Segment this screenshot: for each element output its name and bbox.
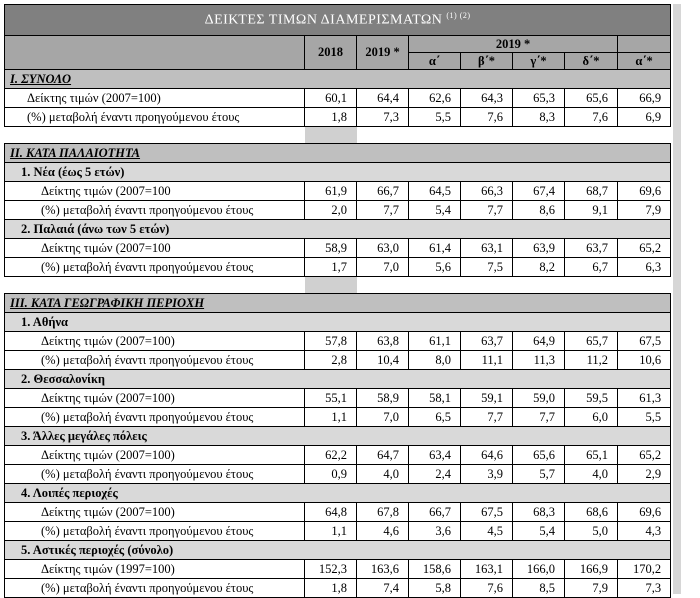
value-cell: 62,6 (409, 89, 461, 108)
value-cell: 170,2 (618, 560, 671, 579)
value-cell: 68,3 (513, 503, 565, 522)
value-cell: 64,7 (357, 446, 409, 465)
value-cell: 10,4 (357, 351, 409, 370)
group-header (5, 163, 671, 182)
value-cell: 8,3 (513, 108, 565, 127)
value-cell: 64,6 (461, 446, 513, 465)
value-cell: 61,3 (618, 389, 671, 408)
table-row (5, 522, 671, 541)
value-cell: 59,5 (565, 389, 618, 408)
table-row (5, 465, 671, 484)
value-cell: 63,7 (461, 332, 513, 351)
group-header (5, 484, 671, 503)
value-cell: 6,3 (618, 258, 671, 277)
group-header (5, 313, 671, 332)
value-cell: 6,0 (565, 408, 618, 427)
value-cell: 57,8 (305, 332, 357, 351)
value-cell: 65,1 (565, 446, 618, 465)
header-quarter: α΄ (409, 53, 461, 70)
value-cell: 64,4 (357, 89, 409, 108)
row-label: (%) μεταβολή έναντι προηγούμενου έτους (5, 258, 305, 277)
value-cell: 59,0 (513, 389, 565, 408)
value-cell: 2,9 (618, 465, 671, 484)
value-cell: 64,5 (409, 182, 461, 201)
value-cell: 7,7 (357, 201, 409, 220)
value-cell: 65,2 (618, 239, 671, 258)
window-edge-bar (673, 4, 681, 594)
row-label: Δείκτης τιμών (2007=100) (5, 389, 305, 408)
group-header (5, 370, 671, 389)
section-header (5, 144, 671, 163)
value-cell: 9,1 (565, 201, 618, 220)
value-cell: 63,0 (357, 239, 409, 258)
table-row (5, 560, 671, 579)
spacer-row (5, 277, 671, 294)
spacer-cell (357, 277, 671, 294)
value-cell: 3,9 (461, 465, 513, 484)
row-label: (%) μεταβολή έναντι προηγούμενου έτους (5, 522, 305, 541)
table-row (5, 239, 671, 258)
table-row (5, 258, 671, 277)
value-cell: 3,6 (409, 522, 461, 541)
value-cell: 5,6 (409, 258, 461, 277)
value-cell: 5,8 (409, 579, 461, 598)
value-cell: 7,6 (461, 579, 513, 598)
value-cell: 7,5 (461, 258, 513, 277)
value-cell: 58,9 (357, 389, 409, 408)
section-header (5, 70, 671, 89)
spacer-cell (5, 277, 305, 294)
value-cell: 58,9 (305, 239, 357, 258)
value-cell: 66,7 (409, 503, 461, 522)
value-cell: 4,3 (618, 522, 671, 541)
value-cell: 166,0 (513, 560, 565, 579)
section-title-text: ΙΙΙ. ΚΑΤΑ ΓΕΩΓΡΑΦΙΚΗ ΠΕΡΙΟΧΗ (10, 295, 205, 310)
value-cell: 7,9 (618, 201, 671, 220)
value-cell: 7,7 (461, 408, 513, 427)
table-row (5, 503, 671, 522)
value-cell: 61,1 (409, 332, 461, 351)
value-cell: 6,5 (409, 408, 461, 427)
value-cell: 7,7 (513, 408, 565, 427)
value-cell: 63,9 (513, 239, 565, 258)
value-cell: 1,7 (305, 258, 357, 277)
value-cell: 2,4 (409, 465, 461, 484)
section-title (5, 294, 671, 313)
row-label: (%) μεταβολή έναντι προηγούμενου έτους (5, 108, 305, 127)
value-cell: 5,5 (409, 108, 461, 127)
table-title-text: ΔΕΙΚΤΕΣ ΤΙΜΩΝ ΔΙΑΜΕΡΙΣΜΑΤΩΝ (204, 12, 443, 28)
table-row (5, 579, 671, 598)
group-header (5, 541, 671, 560)
value-cell: 62,2 (305, 446, 357, 465)
value-cell: 7,7 (461, 201, 513, 220)
table-row (5, 108, 671, 127)
value-cell: 63,1 (461, 239, 513, 258)
header-quarter: α΄* (618, 53, 671, 70)
group-title: 2. Παλαιά (άνω των 5 ετών) (5, 220, 671, 239)
title-footnotes: (1) (2) (446, 11, 471, 21)
value-cell: 10,6 (618, 351, 671, 370)
header-blank-cell (5, 36, 305, 70)
value-cell: 6,7 (565, 258, 618, 277)
value-cell: 65,3 (513, 89, 565, 108)
group-title: 2. Θεσσαλονίκη (5, 370, 671, 389)
table-row (5, 201, 671, 220)
group-header (5, 220, 671, 239)
value-cell: 163,6 (357, 560, 409, 579)
section-header (5, 294, 671, 313)
row-label: (%) μεταβολή έναντι προηγούμενου έτους (5, 408, 305, 427)
value-cell: 68,7 (565, 182, 618, 201)
value-cell: 4,5 (461, 522, 513, 541)
value-cell: 1,1 (305, 408, 357, 427)
value-cell: 66,7 (357, 182, 409, 201)
value-cell: 6,9 (618, 108, 671, 127)
table-row (5, 408, 671, 427)
value-cell: 59,1 (461, 389, 513, 408)
group-title: 1. Αθήνα (5, 313, 671, 332)
value-cell: 65,6 (565, 89, 618, 108)
value-cell: 158,6 (409, 560, 461, 579)
header-2018: 2018 (305, 36, 357, 70)
spacer-cell (357, 127, 671, 144)
group-title: 5. Αστικές περιοχές (σύνολο) (5, 541, 671, 560)
value-cell: 7,0 (357, 258, 409, 277)
value-cell: 4,0 (357, 465, 409, 484)
value-cell: 163,1 (461, 560, 513, 579)
value-cell: 5,0 (565, 522, 618, 541)
group-header (5, 427, 671, 446)
table-row (5, 446, 671, 465)
spacer-mark (305, 127, 357, 144)
row-label: Δείκτης τιμών (1997=100) (5, 560, 305, 579)
table-row (5, 351, 671, 370)
value-cell: 63,7 (565, 239, 618, 258)
value-cell: 2,0 (305, 201, 357, 220)
value-cell: 4,6 (357, 522, 409, 541)
value-cell: 8,6 (513, 201, 565, 220)
group-title: 4. Λοιπές περιοχές (5, 484, 671, 503)
value-cell: 66,3 (461, 182, 513, 201)
value-cell: 4,0 (565, 465, 618, 484)
row-label: (%) μεταβολή έναντι προηγούμενου έτους (5, 201, 305, 220)
header-quarter: β΄* (461, 53, 513, 70)
value-cell: 0,9 (305, 465, 357, 484)
value-cell: 68,6 (565, 503, 618, 522)
value-cell: 67,5 (618, 332, 671, 351)
spacer-mark (305, 277, 357, 294)
spacer-cell (5, 127, 305, 144)
value-cell: 1,1 (305, 522, 357, 541)
section-title (5, 144, 671, 163)
value-cell: 5,4 (513, 522, 565, 541)
header-2020-group-blank (618, 36, 671, 53)
row-label: (%) μεταβολή έναντι προηγούμενου έτους (5, 351, 305, 370)
table-row (5, 182, 671, 201)
value-cell: 5,7 (513, 465, 565, 484)
value-cell: 63,8 (357, 332, 409, 351)
value-cell: 2,8 (305, 351, 357, 370)
value-cell: 60,1 (305, 89, 357, 108)
row-label: Δείκτης τιμών (2007=100 (5, 239, 305, 258)
value-cell: 152,3 (305, 560, 357, 579)
value-cell: 7,4 (357, 579, 409, 598)
group-title: 3. Άλλες μεγάλες πόλεις (5, 427, 671, 446)
spacer-row (5, 127, 671, 144)
value-cell: 67,5 (461, 503, 513, 522)
table-title (5, 5, 671, 36)
value-cell: 65,7 (565, 332, 618, 351)
value-cell: 7,6 (461, 108, 513, 127)
value-cell: 67,8 (357, 503, 409, 522)
value-cell: 7,3 (618, 579, 671, 598)
row-label: Δείκτης τιμών (2007=100) (5, 503, 305, 522)
value-cell: 8,2 (513, 258, 565, 277)
group-title: 1. Νέα (έως 5 ετών) (5, 163, 671, 182)
value-cell: 11,3 (513, 351, 565, 370)
value-cell: 7,9 (565, 579, 618, 598)
value-cell: 7,3 (357, 108, 409, 127)
value-cell: 5,4 (409, 201, 461, 220)
table-row (5, 89, 671, 108)
value-cell: 67,4 (513, 182, 565, 201)
table-row (5, 389, 671, 408)
value-cell: 8,0 (409, 351, 461, 370)
value-cell: 7,6 (565, 108, 618, 127)
row-label: Δείκτης τιμών (2007=100 (5, 182, 305, 201)
value-cell: 64,8 (305, 503, 357, 522)
row-label: (%) μεταβολή έναντι προηγούμενου έτους (5, 579, 305, 598)
value-cell: 1,8 (305, 108, 357, 127)
value-cell: 66,9 (618, 89, 671, 108)
value-cell: 11,1 (461, 351, 513, 370)
value-cell: 58,1 (409, 389, 461, 408)
value-cell: 64,9 (513, 332, 565, 351)
header-row-1 (5, 36, 671, 53)
value-cell: 61,9 (305, 182, 357, 201)
header-2019-quarters-group: 2019 * (409, 36, 618, 53)
value-cell: 55,1 (305, 389, 357, 408)
row-label: Δείκτης τιμών (2007=100) (5, 89, 305, 108)
price-index-table (4, 4, 671, 598)
header-2019: 2019 * (357, 36, 409, 70)
value-cell: 1,8 (305, 579, 357, 598)
value-cell: 65,6 (513, 446, 565, 465)
header-quarter: δ΄* (565, 53, 618, 70)
section-title-text: ΙΙ. ΚΑΤΑ ΠΑΛΑΙΟΤΗΤΑ (10, 145, 141, 160)
title-row (5, 5, 671, 36)
section-title (5, 70, 671, 89)
value-cell: 7,0 (357, 408, 409, 427)
value-cell: 8,5 (513, 579, 565, 598)
price-index-sheet (4, 4, 670, 598)
value-cell: 69,6 (618, 182, 671, 201)
value-cell: 69,6 (618, 503, 671, 522)
value-cell: 11,2 (565, 351, 618, 370)
value-cell: 65,2 (618, 446, 671, 465)
row-label: Δείκτης τιμών (2007=100) (5, 446, 305, 465)
row-label: (%) μεταβολή έναντι προηγούμενου έτους (5, 465, 305, 484)
value-cell: 64,3 (461, 89, 513, 108)
table-row (5, 332, 671, 351)
value-cell: 166,9 (565, 560, 618, 579)
section-title-text: Ι. ΣΥΝΟΛΟ (10, 71, 72, 86)
value-cell: 63,4 (409, 446, 461, 465)
value-cell: 5,5 (618, 408, 671, 427)
header-quarter: γ΄* (513, 53, 565, 70)
value-cell: 61,4 (409, 239, 461, 258)
row-label: Δείκτης τιμών (2007=100) (5, 332, 305, 351)
